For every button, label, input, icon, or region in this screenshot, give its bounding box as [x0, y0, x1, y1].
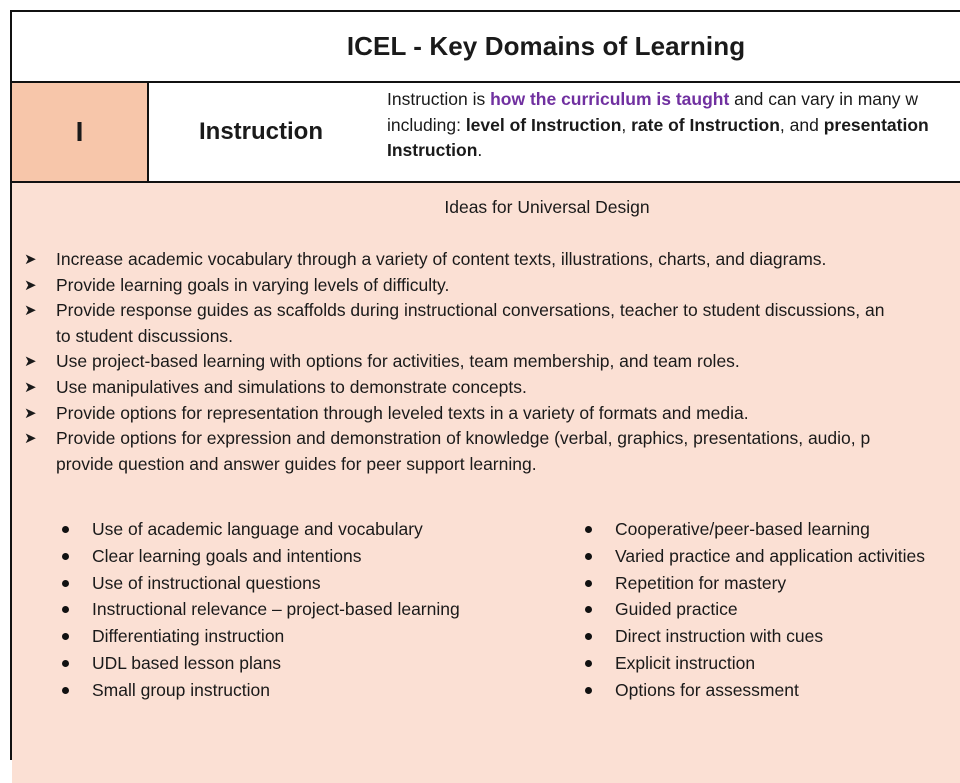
list-item [581, 677, 925, 704]
round-bullet-icon [62, 580, 69, 587]
list-item [58, 596, 460, 623]
desc-text: including: [387, 114, 466, 135]
list-item-continuation [12, 324, 960, 350]
desc-text: , [621, 114, 632, 135]
list-item-text: Options for assessment [615, 679, 799, 700]
list-item-text: Cooperative/peer-based learning [615, 519, 870, 539]
round-bullet-icon [62, 687, 69, 694]
list-item [12, 247, 960, 273]
domain-row [12, 83, 960, 183]
list-item [58, 650, 460, 677]
list-item [581, 623, 925, 650]
document-title: ICEL - Key Domains of Learning [346, 31, 746, 61]
list-item-text: provide question and answer guides for peer support learning. [56, 453, 537, 474]
round-bullet-icon [585, 580, 592, 587]
list-item [12, 426, 960, 452]
list-item-text: Provide learning goals in varying levels of difficulty. [56, 274, 450, 295]
round-bullet-icon [62, 553, 69, 560]
list-item-text: to student discussions. [56, 325, 234, 346]
strategies-list-right [581, 516, 925, 704]
list-item [12, 375, 960, 401]
desc-bold: presentation [823, 114, 929, 135]
desc-bold: Instruction [387, 140, 478, 160]
arrowhead-bullet-icon: ➤ [24, 276, 37, 294]
desc-text: . [477, 140, 483, 160]
round-bullet-icon [62, 660, 69, 667]
list-item [58, 516, 460, 543]
arrowhead-bullet-icon: ➤ [24, 251, 37, 268]
strategies-list-left [58, 516, 460, 704]
list-item-text: Repetition for mastery [615, 572, 787, 593]
title-row [12, 12, 960, 83]
list-item [58, 543, 460, 570]
list-item-text: Provide options for expression and demonstration of knowledge (verbal, graphics, presentations, audio, p [56, 428, 871, 449]
desc-text: , and [779, 114, 824, 135]
arrowhead-bullet-icon: ➤ [24, 353, 37, 371]
list-item [581, 543, 925, 570]
round-bullet-icon [585, 526, 592, 533]
description-line-2 [387, 113, 960, 139]
list-item [12, 349, 960, 375]
list-item-text: Differentiating instruction [92, 626, 285, 647]
arrowhead-bullet-icon: ➤ [24, 378, 37, 396]
list-item-text: Small group instruction [92, 679, 270, 700]
list-item-text: Varied practice and application activities [615, 545, 925, 566]
list-item-text: Guided practice [615, 599, 738, 620]
round-bullet-icon [62, 633, 69, 640]
list-item-text: Use project-based learning with options for activities, team membership, and team roles. [56, 351, 740, 372]
description-line-1 [387, 87, 960, 113]
list-item-text: Explicit instruction [615, 652, 756, 673]
desc-text: and can vary in many w [729, 89, 918, 109]
icel-document [10, 10, 960, 760]
round-bullet-icon [585, 660, 592, 667]
desc-bold: rate of Instruction [631, 114, 780, 135]
list-item-text: Provide options for representation through leveled texts in a variety of formats and media. [56, 402, 749, 423]
list-item [581, 596, 925, 623]
desc-text: Instruction is [387, 89, 491, 109]
list-item-text: Use manipulatives and simulations to demonstrate concepts. [56, 376, 527, 397]
description-line-3 [387, 138, 960, 164]
list-item [58, 570, 460, 597]
list-item [12, 298, 960, 324]
list-item-text: Use of academic language and vocabulary [92, 519, 423, 539]
ideas-list [12, 247, 960, 477]
list-item [58, 623, 460, 650]
list-item-text: UDL based lesson plans [92, 652, 282, 673]
list-item-text: Instructional relevance – project-based learning [92, 599, 460, 620]
list-item-continuation [12, 452, 960, 478]
list-item-text: Direct instruction with cues [615, 626, 824, 647]
round-bullet-icon [585, 606, 592, 613]
arrowhead-bullet-icon: ➤ [24, 404, 37, 422]
list-item [581, 516, 925, 543]
ideas-heading: Ideas for Universal Design [444, 197, 650, 217]
round-bullet-icon [62, 526, 69, 533]
desc-highlight: how the curriculum is taught [490, 89, 730, 109]
list-item-text: Clear learning goals and intentions [92, 545, 362, 566]
list-item [581, 570, 925, 597]
arrowhead-bullet-icon: ➤ [24, 430, 37, 448]
round-bullet-icon [585, 687, 592, 694]
list-item [12, 273, 960, 299]
round-bullet-icon [585, 633, 592, 640]
list-item-text: Provide response guides as scaffolds during instructional conversations, teacher to student discussions, an [56, 300, 885, 321]
list-item [581, 650, 925, 677]
ideas-section [12, 183, 960, 783]
list-item [12, 401, 960, 427]
domain-description [373, 83, 960, 181]
domain-letter: I [12, 83, 149, 181]
round-bullet-icon [62, 606, 69, 613]
domain-name: Instruction [149, 83, 373, 181]
arrowhead-bullet-icon: ➤ [24, 302, 37, 320]
desc-bold: level of Instruction [465, 114, 622, 135]
list-item-text: Increase academic vocabulary through a variety of content texts, illustrations, charts, and diagrams. [56, 249, 827, 269]
list-item [58, 677, 460, 704]
list-item-text: Use of instructional questions [92, 572, 321, 593]
round-bullet-icon [585, 553, 592, 560]
